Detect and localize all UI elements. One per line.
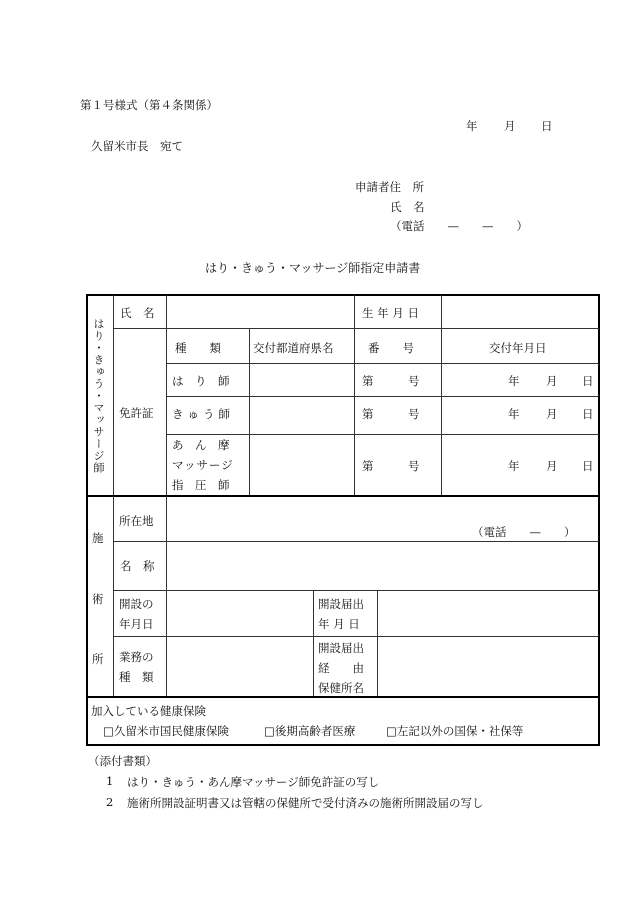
license-row-number: 第 号	[362, 459, 420, 473]
license-col-type: 種 類	[175, 341, 221, 355]
document-title: はり・きゅう・マッサージ師指定申請書	[205, 261, 421, 275]
license-row-year: 年	[508, 459, 520, 473]
divider	[249, 328, 250, 496]
form-number: 第１号様式（第４条関係）	[80, 98, 218, 112]
license-row-type-line2: マッサージ	[172, 458, 234, 472]
open-date-label-2: 年月日	[119, 617, 154, 631]
license-row-year: 年	[508, 407, 520, 421]
divider	[113, 590, 599, 591]
license-row-number: 第 号	[362, 374, 420, 388]
license-row-type-line3: 指 圧 師	[172, 478, 230, 492]
license-col-number: 番 号	[368, 341, 414, 355]
license-label: 免許証	[119, 406, 154, 420]
business-type-label-1: 業務の	[119, 650, 154, 664]
license-row-month: 月	[546, 459, 558, 473]
birthdate-label: 生 年 月 日	[362, 306, 419, 320]
date-year: 年	[466, 119, 478, 133]
applicant-phone-label: （電話 — — ）	[390, 219, 528, 233]
business-type-label-2: 種 類	[119, 670, 154, 684]
date-month: 月	[504, 119, 516, 133]
attachment-text: はり・きゅう・あん摩マッサージ師免許証の写し	[127, 775, 380, 789]
license-row-type: は り 師	[172, 374, 230, 388]
notice-office-label-2: 経 由	[318, 661, 364, 675]
divider	[113, 328, 599, 329]
notice-date-label-1: 開設届出	[318, 597, 364, 611]
divider	[313, 591, 314, 697]
insurance-option-late-elderly[interactable]: □後期高齢者医療	[264, 724, 356, 738]
divider	[166, 363, 599, 364]
location-label: 所在地	[119, 514, 154, 528]
attachment-number: 2	[106, 795, 114, 809]
license-col-issue-date: 交付年月日	[489, 341, 547, 355]
insurance-option-kurume-nhi[interactable]: □久留米市国民健康保険	[103, 724, 229, 738]
divider	[113, 541, 599, 542]
divider	[166, 496, 167, 591]
divider	[166, 396, 599, 397]
divider	[113, 295, 114, 496]
notice-office-label-3: 保健所名	[318, 681, 364, 695]
application-form-table	[86, 294, 600, 746]
license-row-day: 日	[582, 374, 594, 388]
license-col-prefecture: 交付都道府県名	[253, 341, 334, 355]
applicant-address-label: 申請者住 所	[355, 180, 424, 194]
divider	[166, 434, 599, 435]
attachment-text: 施術所開設証明書又は管轄の保健所で受付済みの施術所開設届の写し	[127, 796, 484, 810]
insurance-label: 加入している健康保険	[91, 704, 206, 718]
insurance-option-other[interactable]: □左記以外の国保・社保等	[386, 724, 524, 738]
divider	[166, 591, 167, 697]
addressee: 久留米市長 宛て	[91, 139, 183, 153]
license-row-number: 第 号	[362, 407, 420, 421]
attachments-heading: （添付書類）	[88, 754, 157, 768]
divider	[377, 591, 378, 697]
section-divider	[87, 696, 599, 698]
license-row-month: 月	[546, 407, 558, 421]
open-date-label-1: 開設の	[119, 597, 154, 611]
facility-section-char: 施	[92, 531, 104, 545]
divider	[113, 636, 599, 637]
practitioner-section-label: はり・きゅう・マッサージ師	[92, 318, 105, 474]
license-row-day: 日	[582, 407, 594, 421]
divider	[113, 496, 114, 697]
license-row-type: きゅう師	[172, 407, 234, 421]
notice-date-label-2: 年 月 日	[318, 617, 360, 631]
facility-name-label: 名 称	[120, 559, 155, 573]
facility-phone-label: （電話 — ）	[472, 525, 576, 539]
notice-office-label-1: 開設届出	[318, 641, 364, 655]
facility-section-char: 所	[92, 652, 104, 666]
section-divider	[87, 495, 599, 497]
facility-section-char: 術	[92, 592, 104, 606]
license-row-month: 月	[546, 374, 558, 388]
license-row-year: 年	[508, 374, 520, 388]
attachment-number: 1	[106, 774, 114, 788]
practitioner-name-label: 氏 名	[120, 306, 155, 320]
license-row-type-line1: あ ん 摩	[172, 438, 230, 452]
date-day: 日	[541, 119, 553, 133]
applicant-name-label: 氏 名	[390, 200, 425, 214]
license-row-day: 日	[582, 459, 594, 473]
